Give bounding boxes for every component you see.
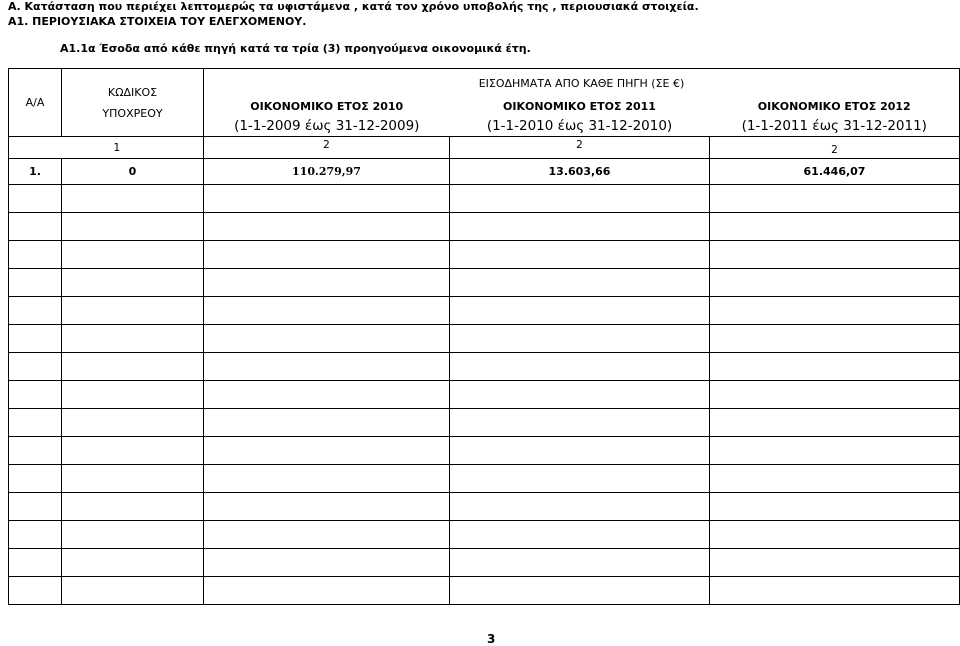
page-number: 3	[487, 632, 496, 646]
table-row	[9, 185, 960, 213]
table-row	[9, 409, 960, 437]
colno-aa	[9, 137, 62, 159]
header-year-2010: ΟΙΚΟΝΟΜΙΚΟ ΕΤΟΣ 2010	[204, 97, 450, 117]
table-row	[9, 549, 960, 577]
table-row	[9, 325, 960, 353]
table-row	[9, 269, 960, 297]
cell-income-2010: 110.279,97	[204, 159, 450, 185]
header-aa: Α/Α	[9, 69, 62, 137]
table-row	[9, 297, 960, 325]
header-code-line1: ΚΩΔΙΚΟΣ	[107, 85, 158, 99]
header-code-line2: ΥΠΟΧΡΕΟΥ	[102, 106, 163, 120]
table-row	[9, 213, 960, 241]
table-row	[9, 353, 960, 381]
header-range-2010: (1-1-2009 έως 31-12-2009)	[204, 117, 450, 137]
header-income-by-source: ΕΙΣΟΔΗΜΑΤΑ ΑΠΟ ΚΑΘΕ ΠΗΓΗ (ΣΕ €)	[204, 69, 960, 97]
colno-code: 1	[62, 137, 204, 159]
cell-income-2011: 13.603,66	[450, 159, 710, 185]
colno-2011: 2	[450, 137, 710, 159]
colno-2012: 2	[710, 137, 960, 159]
cell-income-2012: 61.446,07	[710, 159, 960, 185]
table-row	[9, 159, 960, 185]
table-row	[9, 437, 960, 465]
subsection-heading: Α1. ΠΕΡΙΟΥΣΙΑΚΑ ΣΤΟΙΧΕΙΑ ΤΟΥ ΕΛΕΓΧΟΜΕΝΟΥ.	[8, 15, 307, 28]
table-caption: Α1.1α Έσοδα από κάθε πηγή κατά τα τρία (3) προηγούμενα οικονομικά έτη.	[60, 42, 531, 55]
cell-code: 0	[62, 159, 204, 185]
header-range-2011: (1-1-2010 έως 31-12-2010)	[450, 117, 710, 137]
section-heading: Α. Κατάσταση που περιέχει λεπτομερώς τα υφιστάμενα , κατά τον χρόνο υποβολής της , περιουσιακά στοιχεία.	[8, 0, 699, 13]
table-row	[9, 521, 960, 549]
header-taxpayer-code	[62, 69, 204, 137]
colno-2010: 2	[204, 137, 450, 159]
table-row	[9, 577, 960, 605]
income-table	[8, 68, 960, 605]
table-row	[9, 465, 960, 493]
header-year-2012: ΟΙΚΟΝΟΜΙΚΟ ΕΤΟΣ 2012	[710, 97, 960, 117]
cell-aa: 1.	[9, 159, 62, 185]
table-row	[9, 241, 960, 269]
table-row	[9, 493, 960, 521]
header-year-2011: ΟΙΚΟΝΟΜΙΚΟ ΕΤΟΣ 2011	[503, 100, 656, 113]
table-row	[9, 381, 960, 409]
header-range-2012: (1-1-2011 έως 31-12-2011)	[710, 117, 960, 137]
